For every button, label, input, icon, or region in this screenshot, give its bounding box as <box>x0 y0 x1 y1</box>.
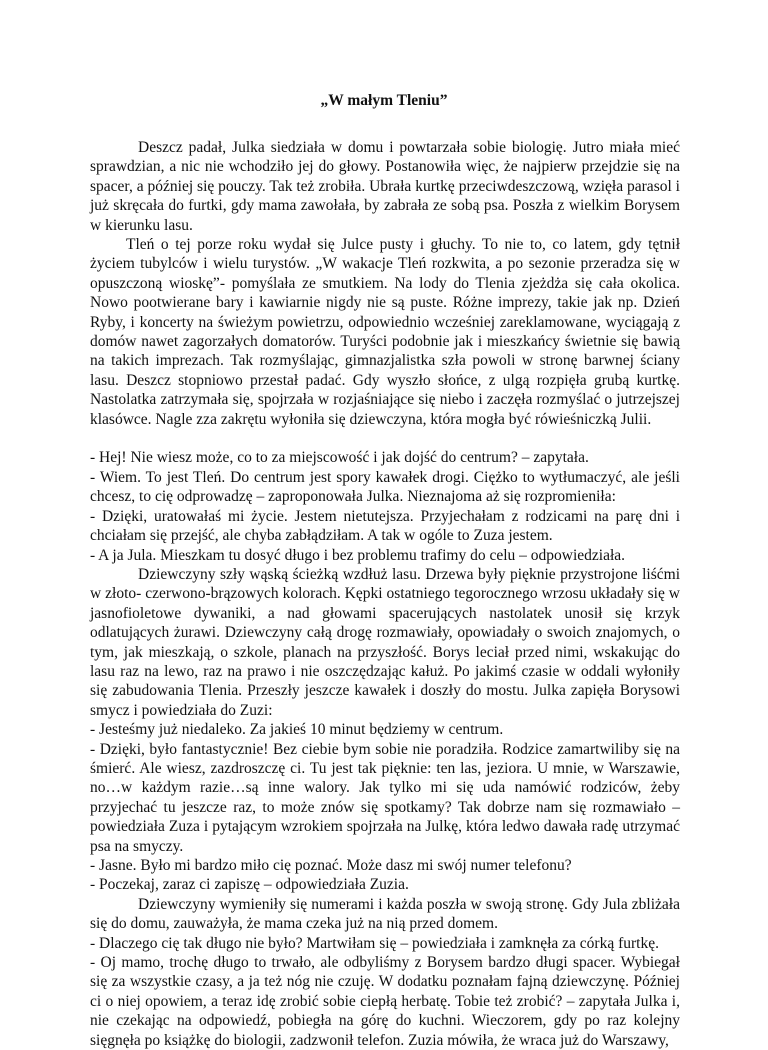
paragraph-1: Deszcz padał, Julka siedziała w domu i powtarzała sobie biologię. Jutro miała mieć sprawdzian, a nic nie wchodziło jej do głowy. Postanowiła więc, że najpierw przejdzie się na spacer, a później się pouczy. Tak też zrobiła. Ubrała kurtkę przeciwdeszczową, wzięła parasol i już skręcała do furtki, gdy mama zawołała, by zabrała ze sobą psa. Poszła z wielkim Borysem w kierunku lasu. <box>90 139 680 234</box>
dialogue-line-6: - Dzięki, było fantastycznie! Bez ciebie bym sobie nie poradziła. Rodzice zamartwiliby się na śmierć. Ale wiesz, zazdroszczę ci. Tu jest tak pięknie: ten las, jeziora. U mnie, w Warszawie, no…w każdym razie…są inne walory. Jak tylko mi się uda namówić rodziców, żeby przyjechać tu jeszcze raz, to może znów się spotkamy? Tak dobrze nam się rozmawiało – powiedziała Zuza i pytającym wzrokiem spojrzała na Julkę, która ledwo dawała radę utrzymać psa na smyczy. <box>90 740 680 855</box>
paragraph-2: Tleń o tej porze roku wydał się Julce pusty i głuchy. To nie to, co latem, gdy tętnił życiem tubylców i wielu turystów. „W wakacje Tleń rozkwita, a po sezonie przeradza się w opuszczoną wioskę”- pomyślała ze smutkiem. Na lody do Tlenia zjeżdża się cała okolica. Nowo pootwierane bary i kawiarnie nigdy nie są puste. Różne imprezy, takie jak np. Dzień Ryby, i koncerty na świeżym powietrzu, odpowiednio wcześniej zareklamowane, wyciągają z domów nawet zagorzałych domatorów. Turyści podobnie jak i mieszkańcy świetnie się bawią na takich imprezach. Tak rozmyślając, gimnazjalistka szła powoli w stronę barwnej ściany lasu. Deszcz stopniowo przestał padać. Gdy wyszło słońce, z ulgą rozpięła grubą kurtkę. Nastolatka zatrzymała się, spojrzała w rozjaśniające się niebo i zaczęła rozmyślać o jutrzejszej klasówce. Nagle zza zakrętu wyłoniła się dziewczyna, która mogła być rówieśniczką Julii. <box>90 236 680 428</box>
dialogue-line-1: - Hej! Nie wiesz może, co to za miejscowość i jak dojść do centrum? – zapytała. <box>90 449 589 467</box>
dialogue-line-4: - A ja Jula. Mieszkam tu dosyć długo i bez problemu trafimy do celu – odpowiedziała. <box>90 546 626 564</box>
paragraph-gap <box>90 429 680 448</box>
dialogue-line-7: - Jasne. Było mi bardzo miło cię poznać. Może dasz mi swój numer telefonu? <box>90 857 572 875</box>
dialogue-line-2: - Wiem. To jest Tleń. Do centrum jest spory kawałek drogi. Ciężko to wytłumaczyć, ale jeśli chcesz, to cię odprowadzę – zaproponowała Julka. Nieznajoma aż się rozpromieniła: <box>90 468 680 506</box>
paragraph-4: Dziewczyny wymieniły się numerami i każda poszła w swoją stronę. Gdy Jula zbliżała się do domu, zauważyła, że mama czeka już na nią przed domem. <box>90 895 680 933</box>
dialogue-line-9: - Dlaczego cię tak długo nie było? Martwiłam się – powiedziała i zamknęła za córką furtkę. <box>90 934 659 952</box>
paragraph-3: Dziewczyny szły wąską ścieżką wzdłuż lasu. Drzewa były pięknie przystrojone liśćmi w złoto- czerwono-brązowych kolorach. Kępki ostatniego tegorocznego wrzosu układały się w jasnofioletowe dywaniki, a nad głowami spacerujących nastolatek unosił się krzyk odlatujących żurawi. Dziewczyny całą drogę rozmawiały, opowiadały o swoich znajomych, o tym, jak mieszkają, o szkole, planach na przyszłość. Borys leciał przed nimi, wskakując do lasu raz na lewo, raz na prawo i nie oszczędzając kałuż. Po jakimś czasie w oddali wyłoniły się zabudowania Tlenia. Przeszły jeszcze kawałek i doszły do mostu. Julka zapięła Borysowi smycz i powiedziała do Zuzi: <box>90 565 680 719</box>
document-body <box>90 138 680 1050</box>
dialogue-line-10: - Oj mamo, trochę długo to trwało, ale odbyliśmy z Borysem bardzo długi spacer. Wybiegał się za wszystkie czasy, a ja też nóg nie czuję. W dodatku poznałam fajną dziewczynę. Później ci o niej opowiem, a teraz idę zrobić sobie ciepłą herbatę. Tobie też zrobić? – zapytała Julka i, nie czekając na odpowiedź, pobiegła na górę do kuchni. Wieczorem, gdy po raz kolejny sięgnęła po książkę do biologii, zadzwonił telefon. Zuzia mówiła, że wraca już do Warszawy, <box>90 954 680 1049</box>
dialogue-line-8: - Poczekaj, zaraz ci zapiszę – odpowiedziała Zuzia. <box>90 876 409 894</box>
document-title: „W małym Tleniu” <box>320 92 448 109</box>
dialogue-line-3: - Dzięki, uratowałaś mi życie. Jestem nietutejsza. Przyjechałam z rodzicami na parę dni i chciałam się przejść, ale chyba zabłądziłam. A tak w ogóle to Zuza jestem. <box>90 507 680 545</box>
dialogue-line-5: - Jesteśmy już niedaleko. Za jakieś 10 minut będziemy w centrum. <box>90 721 504 739</box>
